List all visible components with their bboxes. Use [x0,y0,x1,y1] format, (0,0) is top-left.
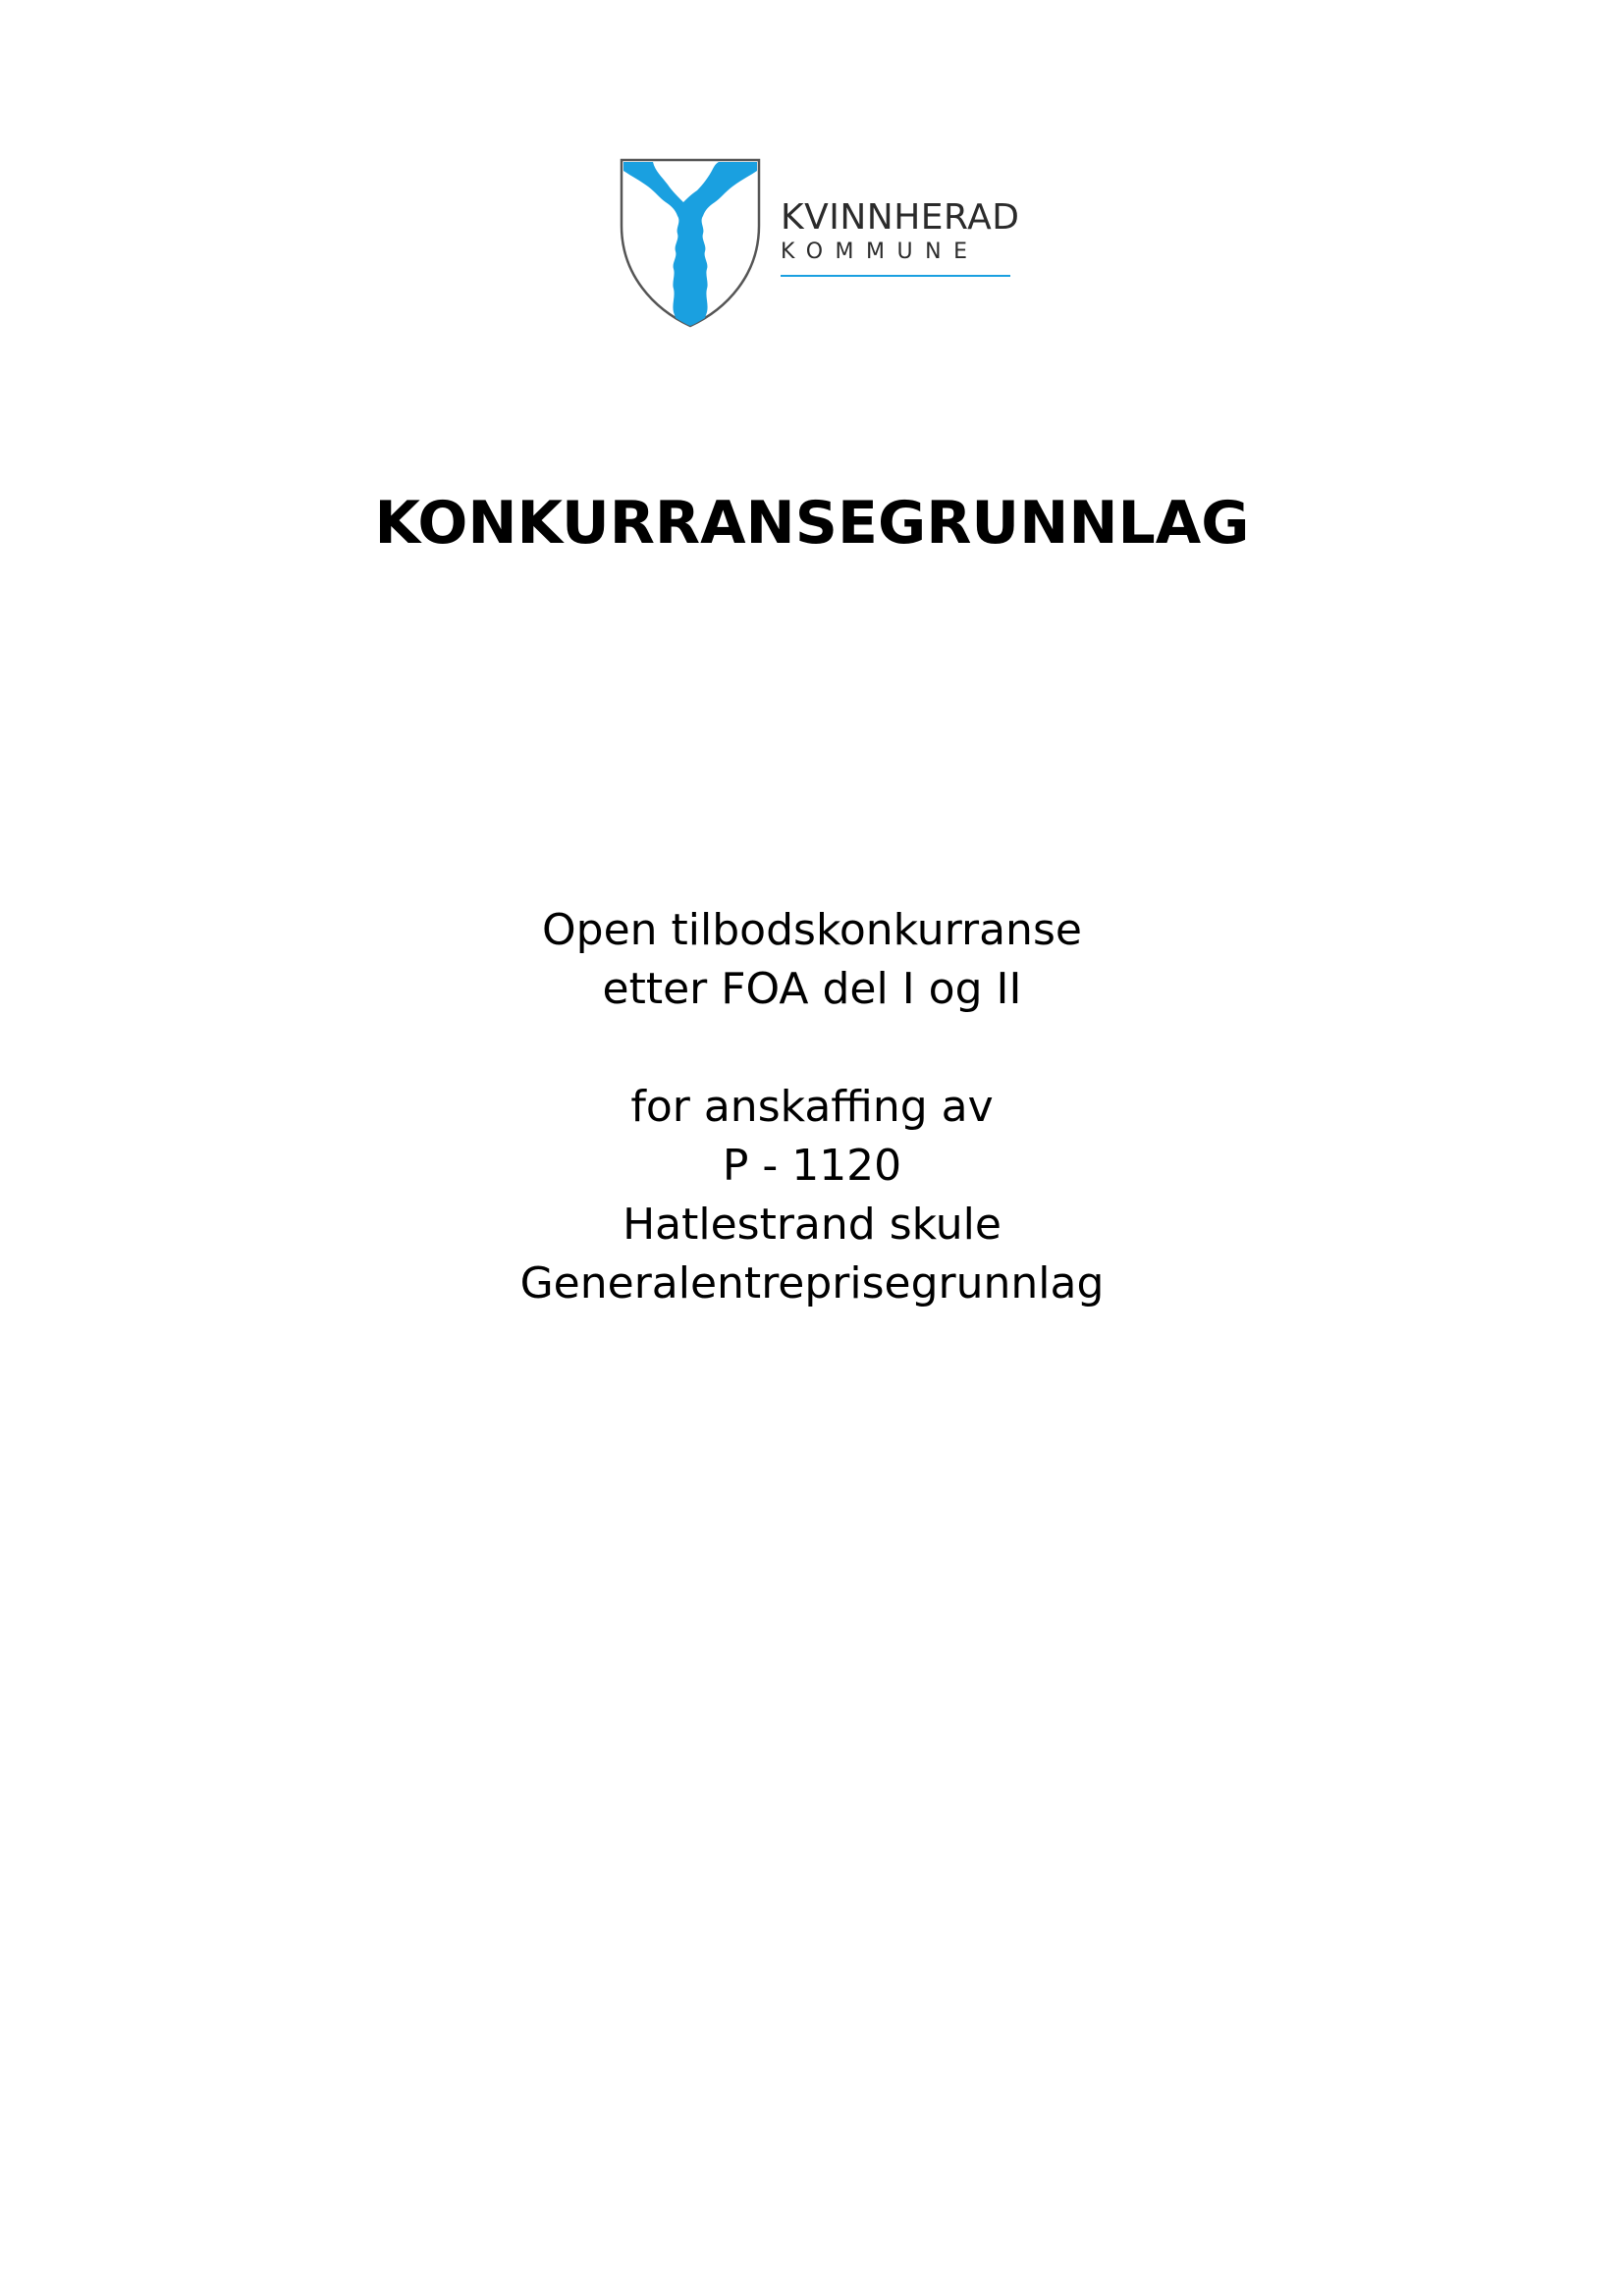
logo-underline [781,275,1010,277]
logo-wordmark [781,197,1020,277]
municipality-name: KVINNHERAD [781,197,1020,238]
subject-description [0,1078,1624,1313]
project-number: P - 1120 [722,1141,902,1191]
procedure-line-2: etter FOA del I og II [602,964,1022,1014]
contract-type: Generalentreprisegrunnlag [519,1258,1105,1308]
municipality-type: KOMMUNE [781,240,980,264]
kvinnherad-logo [619,157,1021,329]
kvinnherad-coat-of-arms-icon [619,157,762,329]
procedure-description [0,901,1624,1019]
subject-line-1: for anskaffing av [630,1082,994,1132]
procedure-line-1: Open tilbodskonkurranse [542,905,1082,955]
project-name: Hatlestrand skule [623,1200,1001,1250]
document-title: KONKURRANSEGRUNNLAG [374,489,1250,558]
